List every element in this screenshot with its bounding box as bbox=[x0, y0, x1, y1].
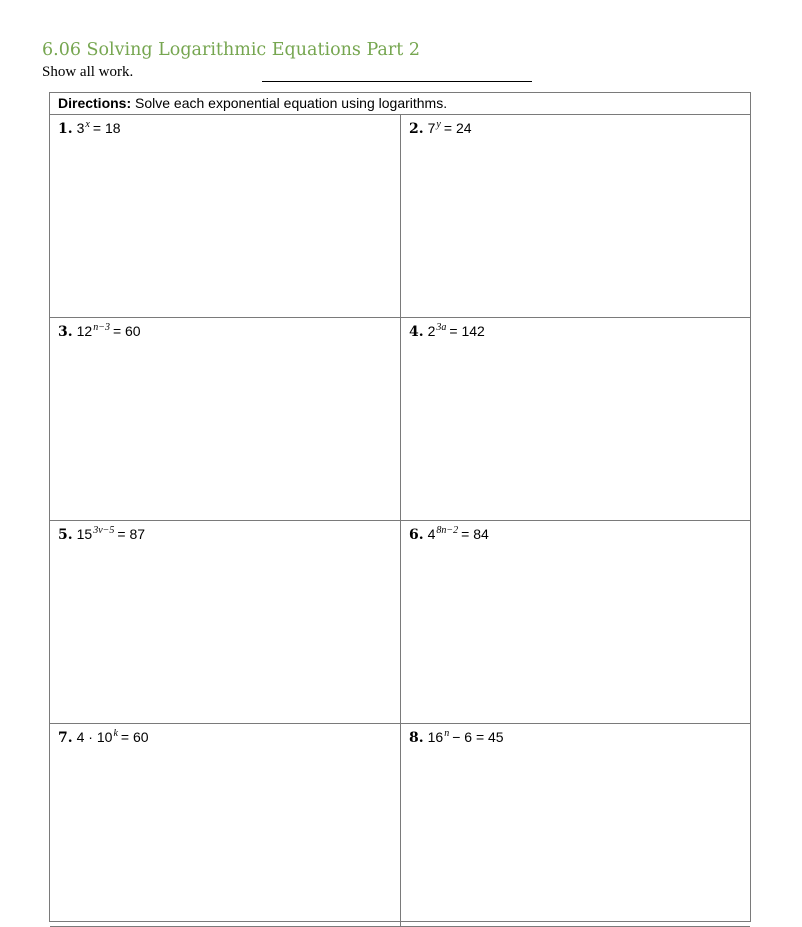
problem-grid bbox=[50, 115, 750, 927]
equation-base: 16 bbox=[427, 729, 444, 745]
problem-cell[interactable] bbox=[50, 115, 401, 318]
problem-number: 8. bbox=[409, 730, 424, 746]
equation-base: 12 bbox=[76, 323, 93, 339]
equation-rhs: = 84 bbox=[461, 526, 489, 542]
problem-number: 5. bbox=[58, 527, 73, 543]
problem-number: 7. bbox=[58, 730, 73, 746]
equation-base: 2 bbox=[427, 323, 436, 339]
problem-cell[interactable] bbox=[50, 318, 401, 521]
equation-rhs: − 6 = 45 bbox=[452, 729, 504, 745]
problem-cell[interactable] bbox=[401, 521, 750, 724]
answer-line bbox=[262, 81, 532, 82]
equation-base: 4 bbox=[427, 526, 436, 542]
problem-number: 4. bbox=[409, 324, 424, 340]
problem-cell[interactable] bbox=[50, 724, 401, 927]
equation-rhs: = 142 bbox=[449, 323, 485, 339]
equation-base: 7 bbox=[427, 120, 436, 136]
equation-base: 15 bbox=[76, 526, 93, 542]
equation-base: 3 bbox=[76, 120, 85, 136]
equation-rhs: = 87 bbox=[117, 526, 146, 542]
problem-number: 6. bbox=[409, 527, 424, 543]
page-title: 6.06 Solving Logarithmic Equations Part 2 bbox=[42, 40, 420, 60]
equation-rhs: = 24 bbox=[443, 120, 472, 136]
worksheet-table bbox=[49, 92, 751, 922]
instructions-text: Show all work. bbox=[42, 64, 134, 80]
equation-rhs: = 18 bbox=[92, 120, 121, 136]
problem-number: 1. bbox=[58, 121, 73, 137]
equation-exponent: x bbox=[85, 119, 90, 130]
equation-exponent: k bbox=[113, 728, 118, 739]
problem-cell[interactable] bbox=[401, 318, 750, 521]
directions-label: Directions: bbox=[58, 95, 132, 111]
equation-exponent: 3v−5 bbox=[93, 525, 115, 536]
problem-cell[interactable] bbox=[401, 724, 750, 927]
equation-exponent: 8n−2 bbox=[436, 525, 459, 536]
equation-rhs: = 60 bbox=[112, 323, 141, 339]
directions-row bbox=[50, 93, 750, 115]
equation-base: 4 · 10 bbox=[76, 729, 113, 745]
equation-exponent: n bbox=[444, 728, 450, 739]
equation-exponent: 3a bbox=[436, 322, 447, 333]
equation-rhs: = 60 bbox=[120, 729, 149, 745]
problem-number: 2. bbox=[409, 121, 424, 137]
equation-exponent: n−3 bbox=[93, 322, 110, 333]
problem-number: 3. bbox=[58, 324, 73, 340]
directions-text: Solve each exponential equation using logarithms. bbox=[135, 95, 448, 111]
equation-exponent: y bbox=[436, 119, 441, 130]
problem-cell[interactable] bbox=[401, 115, 750, 318]
problem-cell[interactable] bbox=[50, 521, 401, 724]
